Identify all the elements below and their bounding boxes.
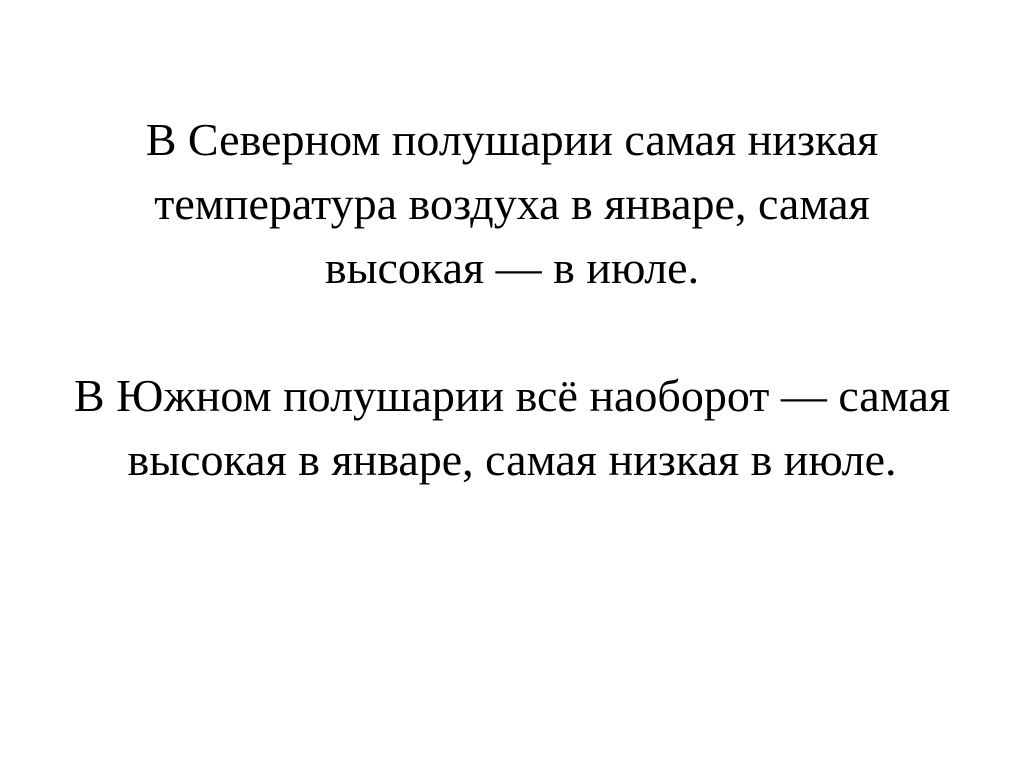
text-line: В Южном полушарии всё наоборот — самая (73, 370, 951, 421)
paragraph-southern-hemisphere (0, 364, 1024, 492)
text-line: В Северном полушарии самая низкая (145, 114, 879, 165)
text-line: высокая — в июле. (324, 242, 700, 293)
text-line: температура воздуха в январе, самая (154, 178, 870, 229)
slide-text-block (0, 108, 1024, 492)
paragraph-northern-hemisphere (0, 108, 1024, 300)
text-line: высокая в январе, самая низкая в июле. (127, 434, 897, 485)
